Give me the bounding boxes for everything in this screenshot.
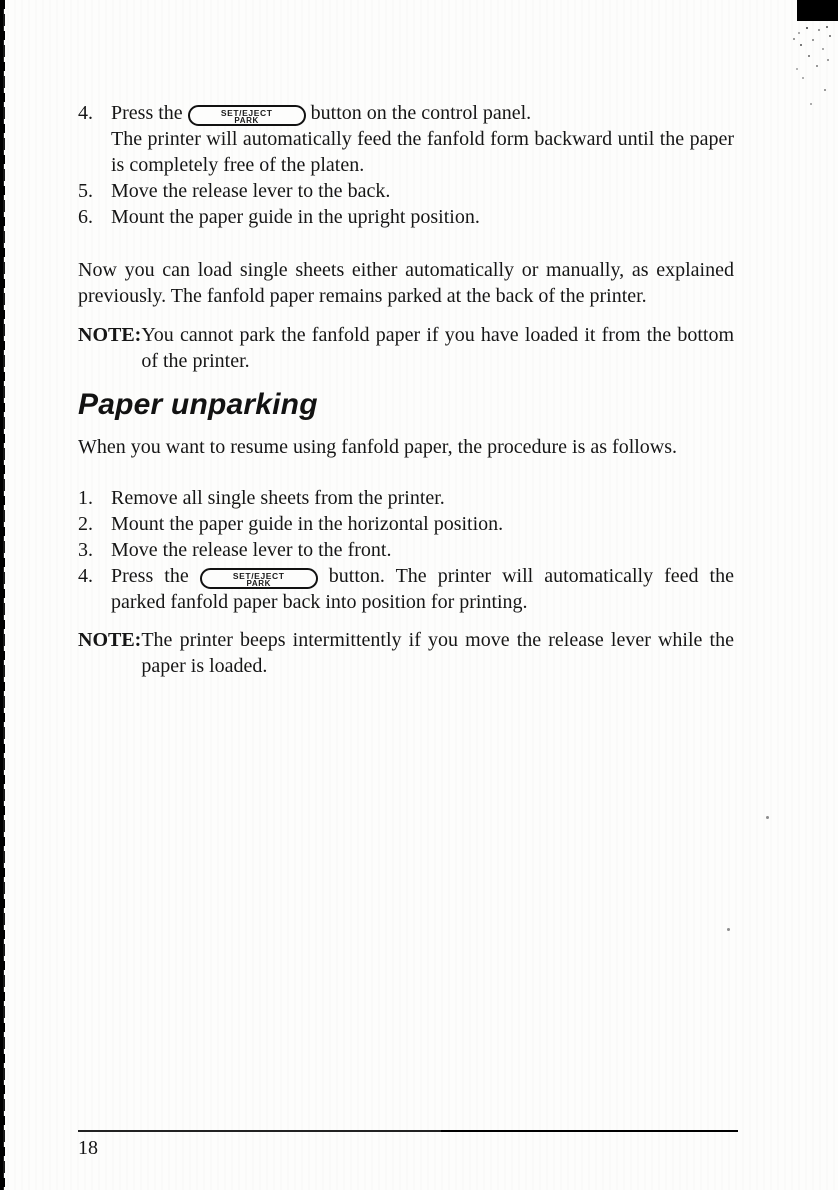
note-text: The printer beeps intermittently if you move the release lever while the paper is loaded. bbox=[141, 629, 734, 677]
step-text bbox=[111, 563, 734, 615]
step-item-1 bbox=[78, 485, 734, 511]
page-number: 18 bbox=[78, 1137, 98, 1159]
section-heading: Paper unparking bbox=[78, 388, 318, 421]
step-text: Mount the paper guide in the upright position. bbox=[111, 206, 480, 228]
step-text: Mount the paper guide in the horizontal position. bbox=[111, 513, 504, 535]
step-item-4 bbox=[78, 100, 734, 178]
step-text: Move the release lever to the back. bbox=[111, 180, 391, 202]
paragraph-parked: Now you can load single sheets either automatically or manually, as explained previously. The fanfold paper remains parked at the back of the printer. bbox=[78, 259, 734, 307]
footer-rule bbox=[78, 1130, 738, 1132]
step-item-3 bbox=[78, 537, 734, 563]
step-text-pre: Press the bbox=[111, 565, 200, 587]
step-number: 4. bbox=[78, 102, 93, 124]
note-text: You cannot park the fanfold paper if you have loaded it from the bottom of the printer. bbox=[141, 324, 734, 372]
button-label-line2: PARK bbox=[234, 116, 259, 125]
step-number: 1. bbox=[78, 487, 93, 509]
step-number: 3. bbox=[78, 539, 93, 561]
step-item-2 bbox=[78, 511, 734, 537]
scan-speck bbox=[766, 816, 769, 819]
button-label-line2: PARK bbox=[246, 579, 271, 588]
steps-unpark-list bbox=[78, 485, 734, 615]
step-continuation: The printer will automatically feed the fanfold form backward until the paper is completely free of the platen. bbox=[111, 128, 734, 176]
step-item-4b bbox=[78, 563, 734, 615]
step-text: Remove all single sheets from the printer. bbox=[111, 487, 445, 509]
note-label: NOTE: bbox=[78, 324, 142, 346]
step-text-post: button. The printer will automatically feed the parked fanfold paper back into position for printing. bbox=[111, 565, 734, 613]
step-text bbox=[111, 100, 734, 178]
step-text-pre: Press the bbox=[111, 102, 188, 124]
step-item-5 bbox=[78, 178, 734, 204]
scan-speck bbox=[727, 928, 730, 931]
paragraph-intro: When you want to resume using fanfold paper, the procedure is as follows. bbox=[78, 436, 678, 458]
button-label-line1: SET/EJECT bbox=[232, 571, 285, 581]
note-park bbox=[78, 322, 734, 374]
note-label: NOTE: bbox=[78, 629, 142, 651]
step-number: 4. bbox=[78, 565, 93, 587]
step-line bbox=[111, 100, 734, 126]
step-text: Move the release lever to the front. bbox=[111, 539, 392, 561]
step-number: 5. bbox=[78, 180, 93, 202]
note-lever bbox=[78, 627, 734, 679]
button-label-line1: SET/EJECT bbox=[220, 108, 273, 118]
step-text-post: button on the control panel. bbox=[305, 102, 532, 124]
step-number: 2. bbox=[78, 513, 93, 535]
steps-continue-list bbox=[78, 100, 734, 230]
set-eject-park-button-graphic bbox=[200, 568, 318, 589]
step-number: 6. bbox=[78, 206, 93, 228]
page-footer bbox=[78, 1130, 738, 1159]
set-eject-park-button-graphic bbox=[188, 105, 306, 126]
step-item-6 bbox=[78, 204, 734, 230]
